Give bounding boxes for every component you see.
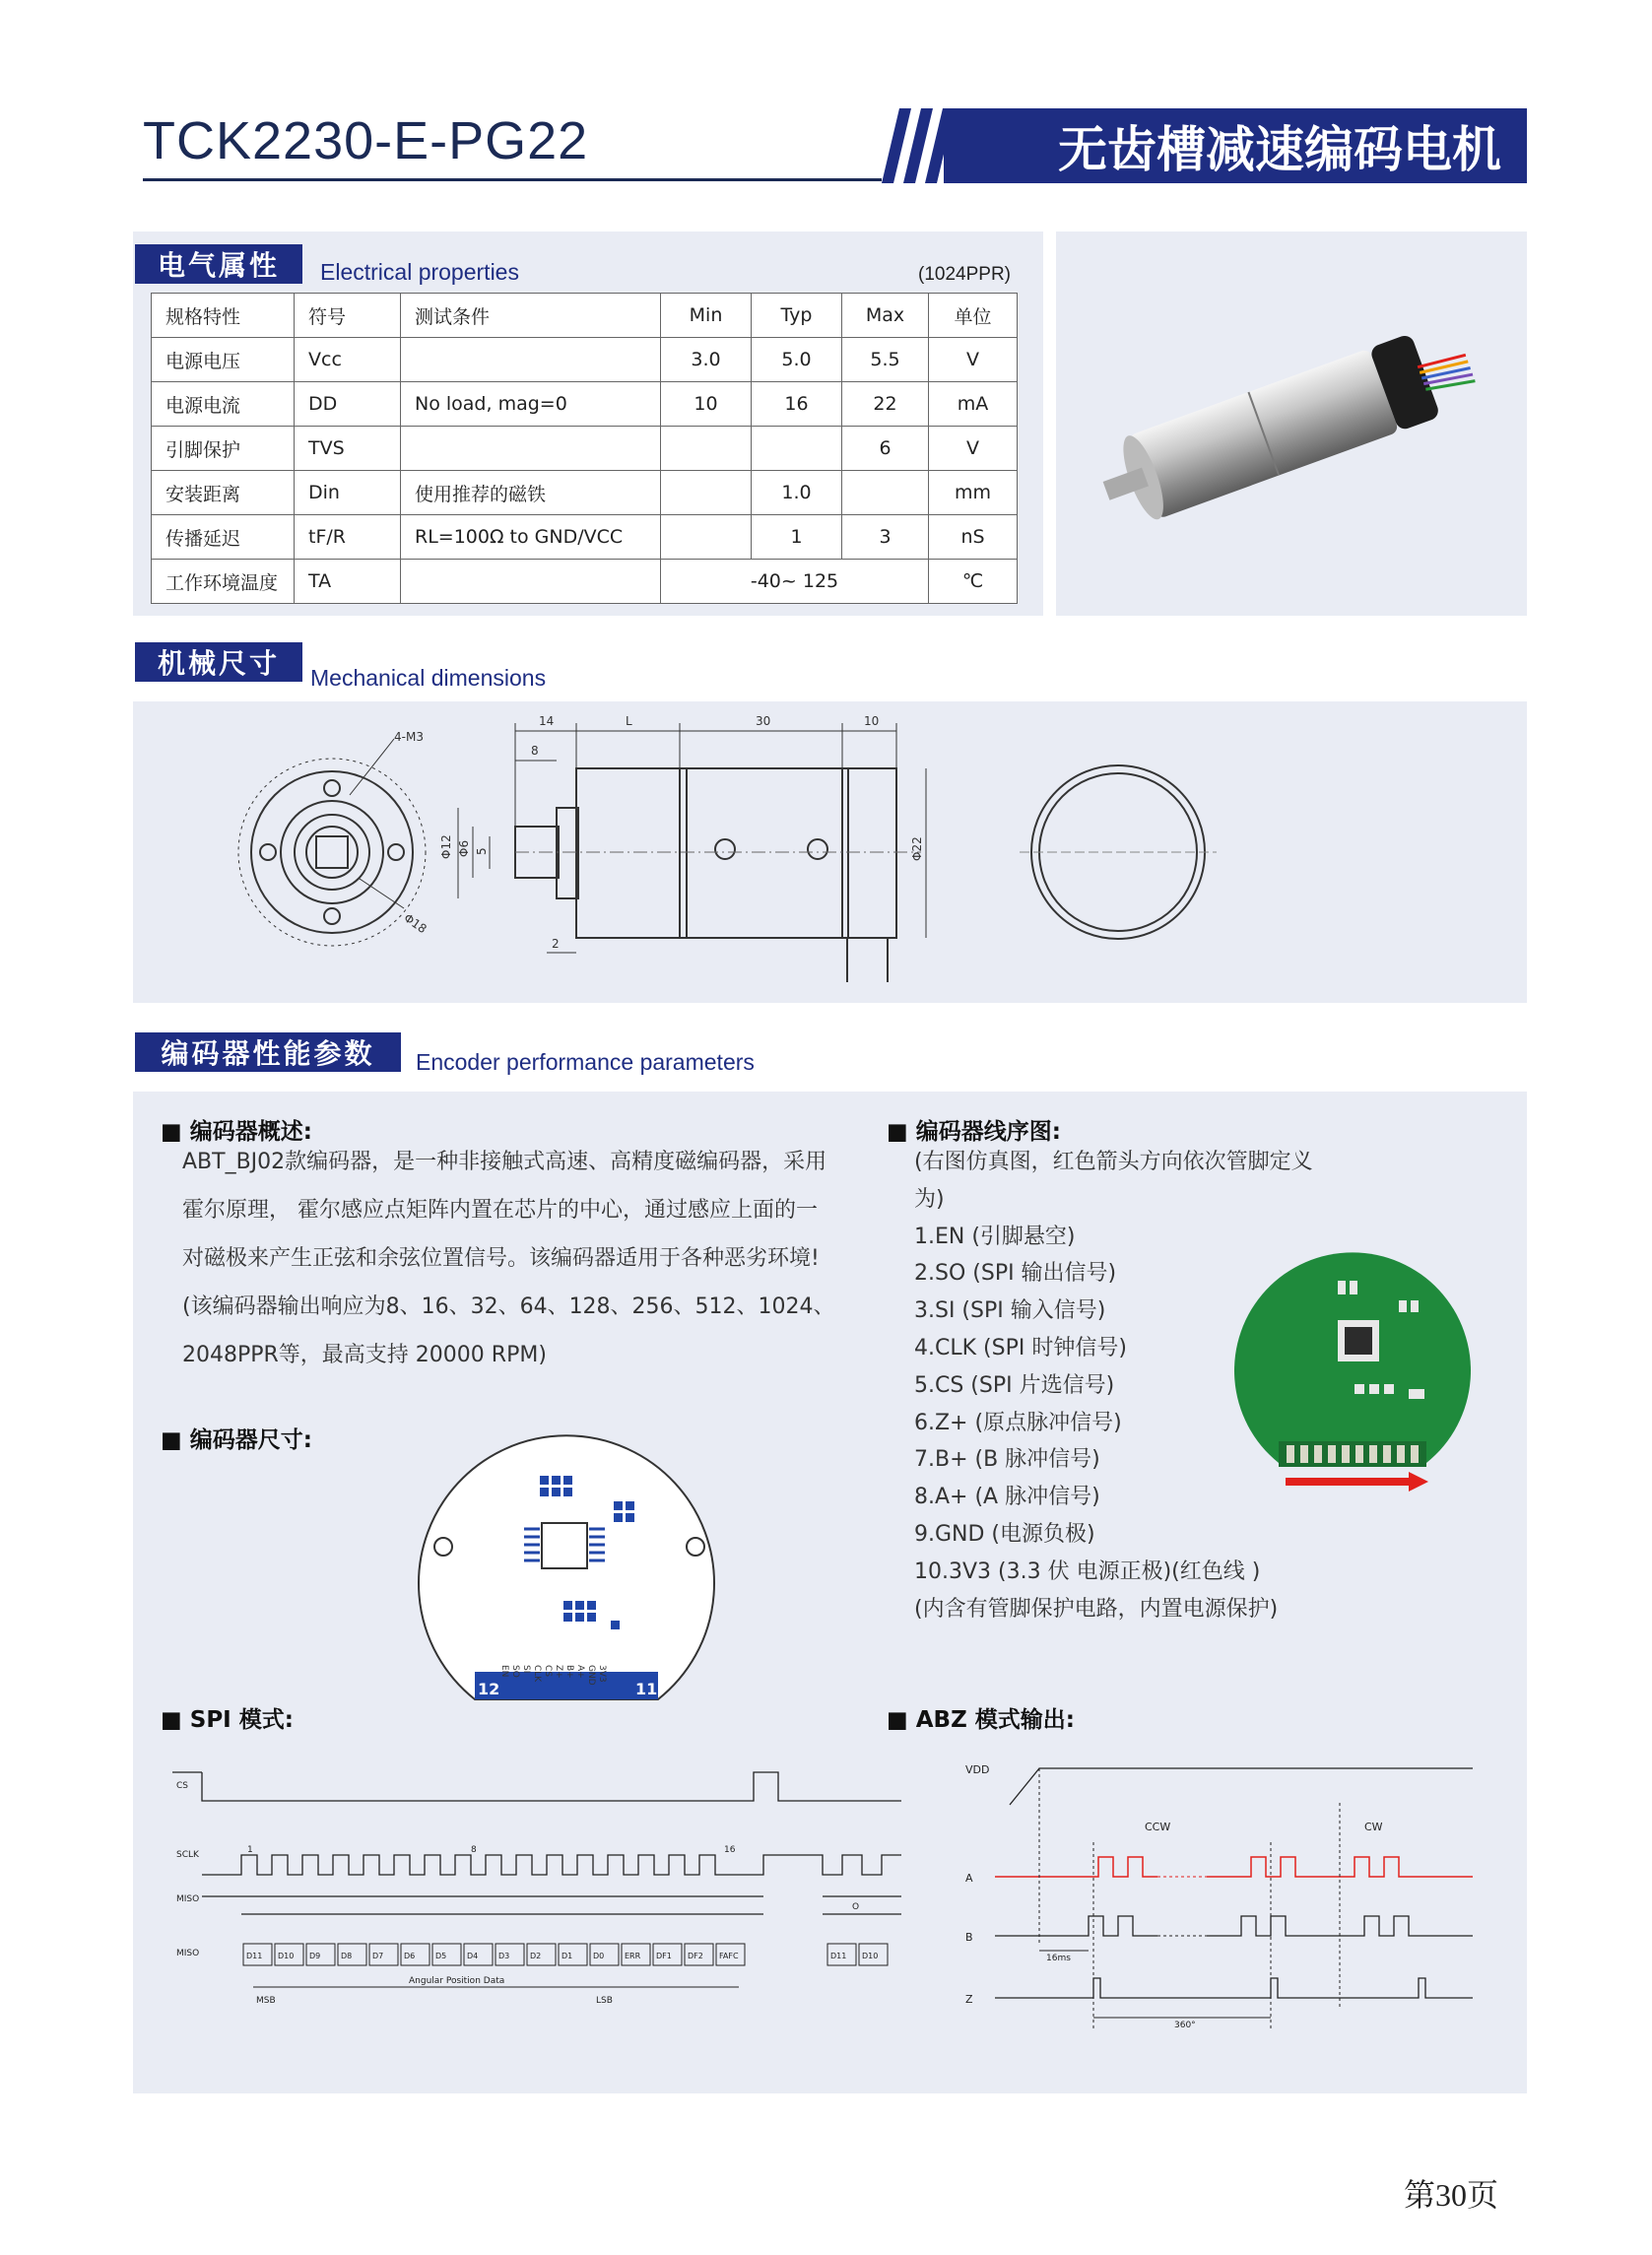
cell: mm xyxy=(929,471,1018,515)
cell xyxy=(401,338,661,382)
cell: Vcc xyxy=(295,338,401,382)
abz-z: Z xyxy=(965,1993,973,2006)
size-title: ■ 编码器尺寸: xyxy=(161,1427,312,1453)
bit-label: D10 xyxy=(862,1952,879,1960)
size-title-text: 编码器尺寸: xyxy=(189,1427,312,1453)
cell: ℃ xyxy=(929,560,1018,604)
cell: 1 xyxy=(752,515,842,560)
msb-label: MSB xyxy=(256,1996,276,2006)
abz-vdd: VDD xyxy=(965,1763,990,1776)
dim-d22: Φ22 xyxy=(910,836,924,861)
cell: nS xyxy=(929,515,1018,560)
abz-b: B xyxy=(965,1931,973,1944)
cell: 电源电压 xyxy=(152,338,295,382)
col-header: 符号 xyxy=(295,294,401,338)
abz-title: ■ ABZ 模式输出: xyxy=(887,1707,1075,1733)
col-header: 单位 xyxy=(929,294,1018,338)
mechanical-tag: 机械尺寸 xyxy=(135,642,302,682)
cell: mA xyxy=(929,382,1018,427)
dim-d6: Φ6 xyxy=(457,839,471,857)
motor-photo xyxy=(1056,232,1527,616)
overview-title-text: 编码器概述: xyxy=(189,1119,312,1145)
cell: -40~ 125 xyxy=(661,560,929,604)
cw-label: CW xyxy=(1364,1821,1383,1833)
cell: 电源电流 xyxy=(152,382,295,427)
bit-label: D3 xyxy=(498,1952,510,1960)
table-row xyxy=(152,471,1018,515)
pcb-pin: Z+ xyxy=(554,1665,563,1679)
sig-miso-data: MISO xyxy=(176,1949,200,1958)
lsb-label: LSB xyxy=(596,1996,613,2006)
table-row xyxy=(152,338,1018,382)
bit-label: D9 xyxy=(309,1952,321,1960)
sig-sclk: SCLK xyxy=(176,1850,199,1860)
header-underline xyxy=(143,178,882,181)
ppr-note: (1024PPR) xyxy=(918,264,1011,285)
page-number: 第30页 xyxy=(1404,2177,1499,2213)
t16-label: 16ms xyxy=(1046,1954,1071,1963)
dim-2: 2 xyxy=(552,937,560,951)
d18-label: Φ18 xyxy=(401,910,430,937)
dim-10: 10 xyxy=(864,714,880,728)
wiring-line: 3.SI (SPI 输入信号) xyxy=(914,1298,1106,1324)
bit-label: D1 xyxy=(562,1952,573,1960)
wiring-line: (右图仿真图，红色箭头方向依次管脚定义为) xyxy=(914,1150,1313,1212)
cell xyxy=(752,427,842,471)
pcb-pin: EN xyxy=(499,1665,509,1678)
cell: 安装距离 xyxy=(152,471,295,515)
model-title: TCK2230-E-PG22 xyxy=(143,111,589,170)
cell xyxy=(661,515,752,560)
col-header: 测试条件 xyxy=(401,294,661,338)
pcb-pin: A+ xyxy=(575,1665,585,1679)
bit-label: D7 xyxy=(372,1952,384,1960)
spi-timing-diagram xyxy=(172,1758,906,2029)
sclk-16: 16 xyxy=(724,1845,736,1855)
deg-label: 360° xyxy=(1174,2021,1196,2030)
dim-8: 8 xyxy=(531,744,539,758)
pcb-pin: 3V3 xyxy=(597,1665,607,1683)
cell xyxy=(401,560,661,604)
wiring-line: 8.A+ (A 脉冲信号) xyxy=(914,1485,1100,1510)
bit-label: DF1 xyxy=(656,1952,672,1960)
cell: V xyxy=(929,338,1018,382)
pcb-pin: SI xyxy=(521,1665,531,1674)
pcb-num-left: 12 xyxy=(478,1680,500,1698)
abz-title-text: ABZ 模式输出: xyxy=(915,1707,1075,1733)
bit-label: ERR xyxy=(625,1952,641,1960)
sclk-1: 1 xyxy=(247,1845,253,1855)
table-row xyxy=(152,427,1018,471)
overview-line: 霍尔原理， 霍尔感应点矩阵内置在芯片的中心，通过感应上面的一 xyxy=(182,1198,818,1223)
mechanical-drawing xyxy=(133,701,1527,1003)
pcb-pin: CS xyxy=(543,1665,553,1677)
wiring-line: (内含有管脚保护电路，内置电源保护) xyxy=(914,1596,1279,1622)
table-row xyxy=(152,560,1018,604)
table-row xyxy=(152,515,1018,560)
m3-label: 4-M3 xyxy=(394,730,424,744)
table-header-row xyxy=(152,294,1018,338)
cell: 6 xyxy=(842,427,929,471)
pcb-pin: B+ xyxy=(564,1665,574,1679)
cell: 工作环境温度 xyxy=(152,560,295,604)
cell: No load, mag=0 xyxy=(401,382,661,427)
overview-line: (该编码器输出响应为8、16、32、64、128、256、512、1024、 xyxy=(182,1294,835,1319)
col-header: 规格特性 xyxy=(152,294,295,338)
overview-line: ABT_BJ02款编码器，是一种非接触式高速、高精度磁编码器，采用 xyxy=(182,1150,827,1174)
pcb-pin: SO xyxy=(510,1665,520,1678)
cell: RL=100Ω to GND/VCC xyxy=(401,515,661,560)
abz-a: A xyxy=(965,1872,973,1885)
bit-label: D11 xyxy=(246,1952,263,1960)
pcb-pin: GND xyxy=(586,1665,596,1686)
spi-title: ■ SPI 模式: xyxy=(161,1707,294,1733)
wiring-line: 4.CLK (SPI 时钟信号) xyxy=(914,1335,1127,1360)
cell: TVS xyxy=(295,427,401,471)
bit-label: D8 xyxy=(341,1952,353,1960)
wiring-title: ■ 编码器线序图: xyxy=(887,1119,1061,1145)
abz-timing-diagram xyxy=(965,1744,1478,2039)
bit-label: DF2 xyxy=(688,1952,703,1960)
bit-label: FAFC xyxy=(719,1952,739,1960)
overview-line: 2048PPR等，最高支持 20000 RPM) xyxy=(182,1343,547,1367)
cell: tF/R xyxy=(295,515,401,560)
wiring-line: 5.CS (SPI 片选信号) xyxy=(914,1372,1115,1398)
cell: 3 xyxy=(842,515,929,560)
bit-label: D2 xyxy=(530,1952,542,1960)
col-header: Typ xyxy=(752,294,842,338)
wiring-line: 9.GND (电源负极) xyxy=(914,1521,1095,1547)
electrical-table xyxy=(151,293,1018,604)
cell: Din xyxy=(295,471,401,515)
cell: 22 xyxy=(842,382,929,427)
bit-label: D4 xyxy=(467,1952,479,1960)
cell: 3.0 xyxy=(661,338,752,382)
cell: 5.0 xyxy=(752,338,842,382)
sig-miso: MISO xyxy=(176,1894,200,1904)
dim-5: 5 xyxy=(475,847,489,855)
cell: 1.0 xyxy=(752,471,842,515)
cell xyxy=(661,427,752,471)
pcb-render xyxy=(1231,1227,1478,1502)
motor-photo-panel xyxy=(1056,232,1527,616)
cell: 引脚保护 xyxy=(152,427,295,471)
cell xyxy=(661,471,752,515)
bit-label: D11 xyxy=(830,1952,847,1960)
wiring-line: 6.Z+ (原点脉冲信号) xyxy=(914,1410,1122,1435)
table-row xyxy=(152,382,1018,427)
spi-title-text: SPI 模式: xyxy=(189,1707,294,1733)
bit-label: D6 xyxy=(404,1952,416,1960)
pcb-pin: CLK xyxy=(532,1665,542,1683)
pcb-num-right: 11 xyxy=(635,1680,658,1698)
dim-l: L xyxy=(626,714,632,728)
cell: TA xyxy=(295,560,401,604)
cell xyxy=(401,427,661,471)
cell: 使用推荐的磁铁 xyxy=(401,471,661,515)
cell: 10 xyxy=(661,382,752,427)
encoder-size-drawing xyxy=(414,1399,719,1704)
cell: 16 xyxy=(752,382,842,427)
electrical-en: Electrical properties xyxy=(320,259,519,285)
cell: V xyxy=(929,427,1018,471)
col-header: Min xyxy=(661,294,752,338)
encoder-en: Encoder performance parameters xyxy=(416,1049,755,1075)
dim-d12: Φ12 xyxy=(439,834,453,859)
bit-label: D0 xyxy=(593,1952,605,1960)
bit-label: D5 xyxy=(435,1952,447,1960)
sig-cs: CS xyxy=(176,1781,188,1791)
wiring-line: 1.EN (引脚悬空) xyxy=(914,1224,1076,1249)
miso-o: O xyxy=(852,1902,860,1912)
angular-label: Angular Position Data xyxy=(409,1976,505,1986)
col-header: Max xyxy=(842,294,929,338)
wiring-line: 7.B+ (B 脉冲信号) xyxy=(914,1447,1100,1473)
ccw-label: CCW xyxy=(1145,1821,1171,1833)
dim-14: 14 xyxy=(539,714,555,728)
encoder-tag: 编码器性能参数 xyxy=(135,1032,401,1072)
cell: DD xyxy=(295,382,401,427)
cell: 传播延迟 xyxy=(152,515,295,560)
mechanical-en: Mechanical dimensions xyxy=(310,665,547,691)
wiring-line: 10.3V3 (3.3 伏 电源正极)(红色线 ) xyxy=(914,1559,1261,1584)
electrical-tag: 电气属性 xyxy=(135,244,302,284)
wiring-title-text: 编码器线序图: xyxy=(915,1119,1061,1145)
wiring-line: 2.SO (SPI 输出信号) xyxy=(914,1261,1117,1287)
bit-label: D10 xyxy=(278,1952,295,1960)
overview-text xyxy=(182,1138,852,1379)
dim-30: 30 xyxy=(756,714,771,728)
overview-title: ■ 编码器概述: xyxy=(161,1119,312,1145)
product-title: 无齿槽减速编码电机 xyxy=(944,108,1527,183)
cell xyxy=(842,471,929,515)
sclk-8: 8 xyxy=(471,1845,477,1855)
overview-line: 对磁极来产生正弦和余弦位置信号。该编码器适用于各种恶劣环境! xyxy=(182,1246,820,1271)
cell: 5.5 xyxy=(842,338,929,382)
mechanical-panel xyxy=(133,701,1527,1003)
